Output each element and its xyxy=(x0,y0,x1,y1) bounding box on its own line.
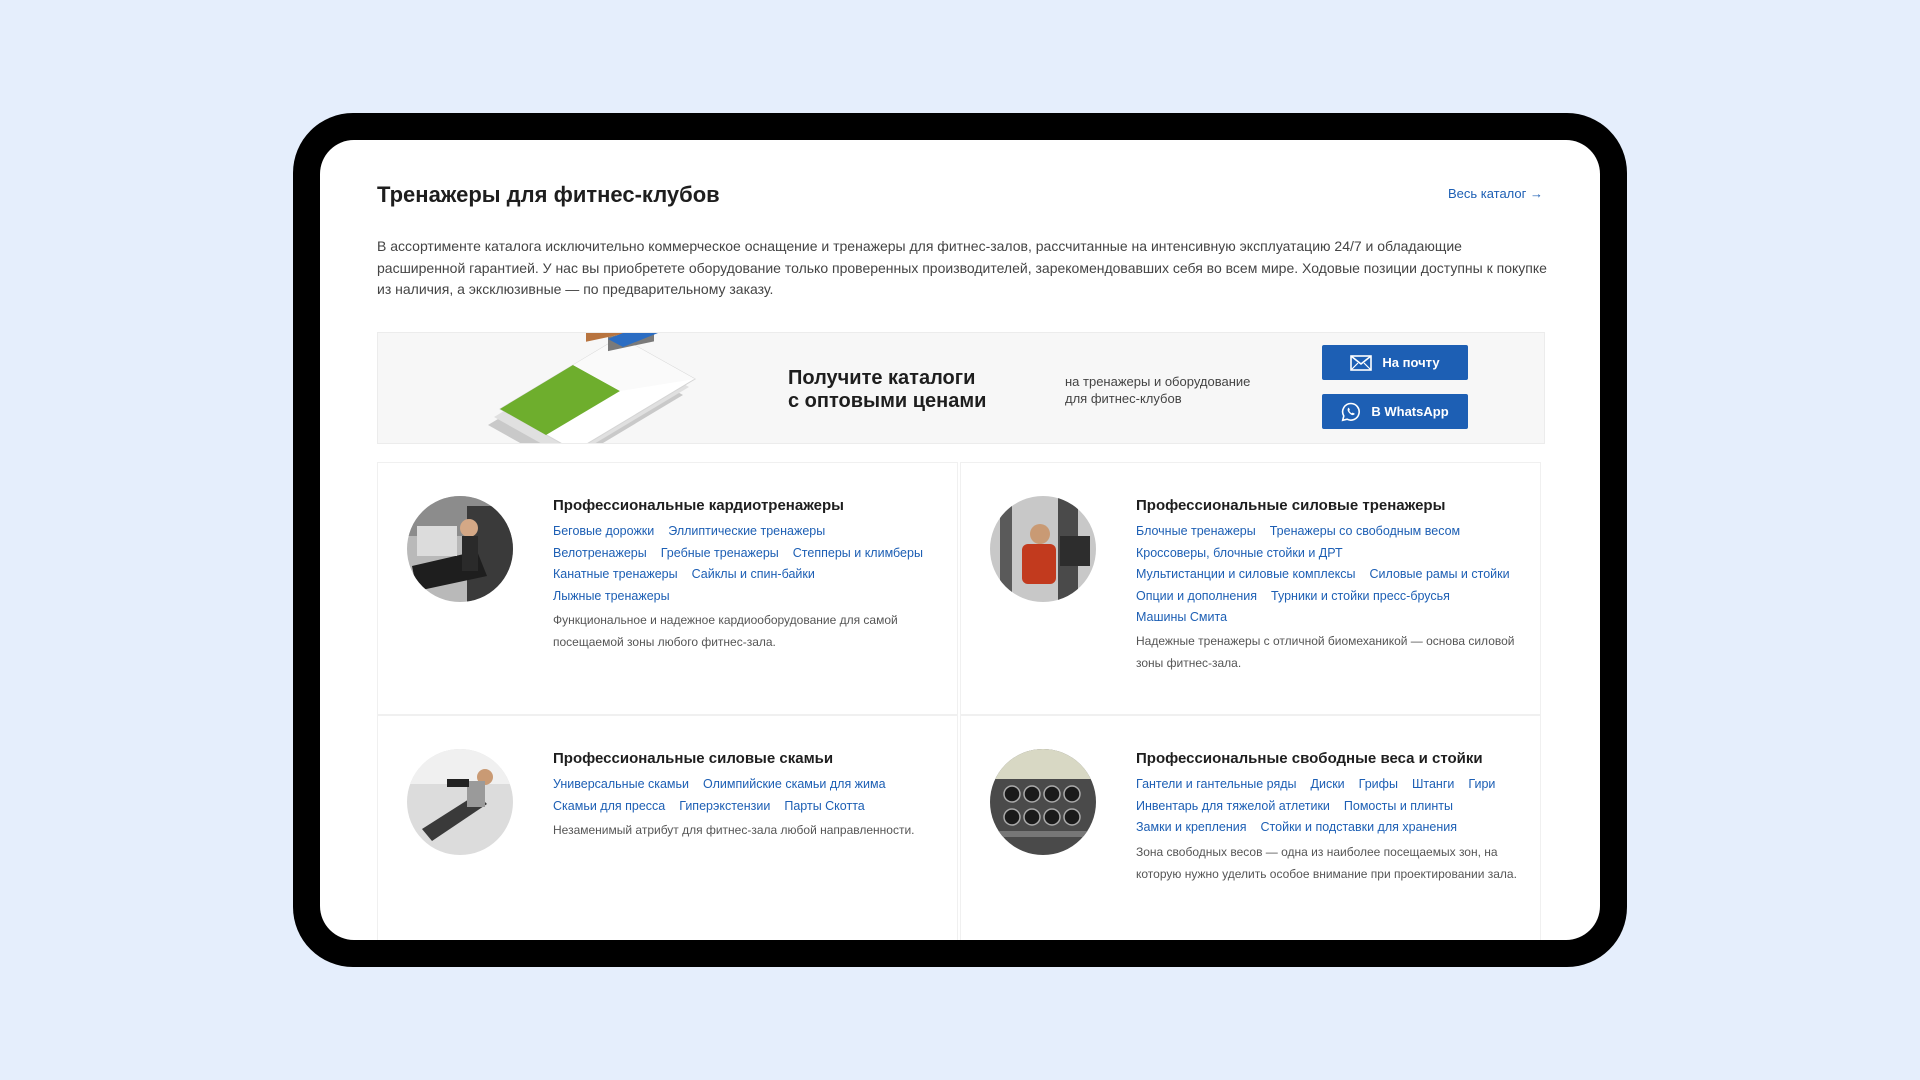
subcategory-link[interactable]: Штанги xyxy=(1411,777,1455,791)
category-title: Профессиональные силовые тренажеры xyxy=(1136,497,1446,514)
category-description: Зона свободных весов — одна из наиболее посещаемых зон, на которую нужно уделить особое внимание при проектировании зала. xyxy=(1136,845,1517,881)
free-weights-thumbnail[interactable] xyxy=(990,749,1096,855)
treadmill-photo xyxy=(407,496,513,602)
tablet-frame xyxy=(293,113,1627,967)
subcategory-link[interactable]: Велотренажеры xyxy=(553,545,647,560)
subcategory-link[interactable]: Машины Смита xyxy=(1136,610,1228,624)
subcategory-link[interactable]: Помосты и плинты xyxy=(1343,798,1453,813)
category-card-benches xyxy=(377,715,958,940)
subcategory-link[interactable]: Кроссоверы, блочные стойки и ДРТ xyxy=(1136,545,1343,560)
brochure-image xyxy=(458,333,758,443)
subcategory-links xyxy=(553,521,943,607)
send-to-whatsapp-label: В WhatsApp xyxy=(1371,404,1449,419)
subcategory-links xyxy=(1136,521,1526,629)
subcategory-links xyxy=(553,774,943,817)
category-title: Профессиональные силовые скамьи xyxy=(553,750,834,767)
banner-heading-line2: с оптовыми ценами xyxy=(788,390,987,412)
subcategory-link[interactable]: Гребные тренажеры xyxy=(660,545,779,560)
banner-heading-line1: Получите каталоги xyxy=(788,367,976,389)
bench-photo xyxy=(407,749,513,855)
subcategory-link[interactable]: Олимпийские скамьи для жима xyxy=(703,777,886,791)
subcategory-link[interactable]: Эллиптические тренажеры xyxy=(668,524,826,538)
intro-text: В ассортименте каталога исключительно коммерческое оснащение и тренажеры для фитнес-залов, рассчитанные на интенсивную эксплуатацию 24/7 и обладающие расширенной гарантией. У нас вы приобретете оборудование только проверенных производителей, зарекомендовавших себя во всем мире. Ходовые позиции доступны к покупке из наличия, а эксклюзивные — по предварительному заказу. xyxy=(377,238,1547,297)
category-title: Профессиональные кардиотренажеры xyxy=(553,497,844,514)
mail-icon xyxy=(1350,355,1372,371)
category-grid xyxy=(377,462,1543,940)
subcategory-link[interactable]: Степперы и климберы xyxy=(792,545,923,560)
category-description: Функциональное и надежное кардиооборудование для самой посещаемой зоны любого фитнес-зала. xyxy=(553,613,898,649)
catalog-banner xyxy=(377,332,1545,444)
subcategory-link[interactable]: Тренажеры со свободным весом xyxy=(1269,524,1461,538)
category-card-free-weights xyxy=(960,715,1541,940)
strength-machine-photo xyxy=(990,496,1096,602)
category-card-cardio xyxy=(377,462,958,715)
cardio-thumbnail[interactable] xyxy=(407,496,513,602)
subcategory-link[interactable]: Беговые дорожки xyxy=(553,524,655,538)
banner-subtext-line2: для фитнес-клубов xyxy=(1065,391,1182,406)
subcategory-link[interactable]: Универсальные скамьи xyxy=(553,777,690,791)
subcategory-link[interactable]: Стойки и подставки для хранения xyxy=(1260,820,1458,834)
category-title: Профессиональные свободные веса и стойки xyxy=(1136,750,1483,767)
full-catalog-link[interactable]: Весь каталог → xyxy=(1447,186,1543,201)
strength-thumbnail[interactable] xyxy=(990,496,1096,602)
subcategory-link[interactable]: Турники и стойки пресс-брусья xyxy=(1271,588,1450,603)
send-to-email-button[interactable] xyxy=(1322,345,1468,380)
subcategory-link[interactable]: Блочные тренажеры xyxy=(1136,524,1256,538)
benches-thumbnail[interactable] xyxy=(407,749,513,855)
subcategory-link[interactable]: Мультистанции и силовые комплексы xyxy=(1136,567,1356,581)
category-description: Незаменимый атрибут для фитнес-зала любой направленности. xyxy=(553,823,915,837)
subcategory-link[interactable]: Грифы xyxy=(1358,777,1398,791)
subcategory-link[interactable]: Сайклы и спин-байки xyxy=(691,567,815,581)
banner-subtext-line1: на тренажеры и оборудование xyxy=(1065,374,1251,389)
dumbbell-rack-photo xyxy=(990,749,1096,855)
subcategory-link[interactable]: Парты Скотта xyxy=(784,798,865,813)
subcategory-link[interactable]: Инвентарь для тяжелой атлетики xyxy=(1136,798,1330,813)
subcategory-link[interactable]: Лыжные тренажеры xyxy=(553,588,670,603)
subcategory-link[interactable]: Гантели и гантельные ряды xyxy=(1136,777,1297,791)
subcategory-link[interactable]: Силовые рамы и стойки xyxy=(1369,567,1510,581)
send-to-whatsapp-button[interactable] xyxy=(1322,394,1468,429)
subcategory-link[interactable]: Скамьи для пресса xyxy=(553,798,666,813)
category-card-strength xyxy=(960,462,1541,715)
screen xyxy=(320,140,1600,940)
banner-subtext xyxy=(1065,373,1275,407)
page-title: Тренажеры для фитнес-клубов xyxy=(377,182,720,207)
subcategory-link[interactable]: Канатные тренажеры xyxy=(553,567,678,581)
send-to-email-label: На почту xyxy=(1382,355,1440,370)
subcategory-link[interactable]: Гиперэкстензии xyxy=(679,798,771,813)
whatsapp-icon xyxy=(1341,402,1361,422)
subcategory-links xyxy=(1136,774,1526,839)
banner-heading xyxy=(788,367,1028,413)
subcategory-link[interactable]: Гири xyxy=(1468,777,1496,791)
subcategory-link[interactable]: Диски xyxy=(1310,777,1345,791)
subcategory-link[interactable]: Замки и крепления xyxy=(1136,820,1247,834)
category-description: Надежные тренажеры с отличной биомеханикой — основа силовой зоны фитнес-зала. xyxy=(1136,634,1515,670)
subcategory-link[interactable]: Опции и дополнения xyxy=(1136,588,1258,603)
